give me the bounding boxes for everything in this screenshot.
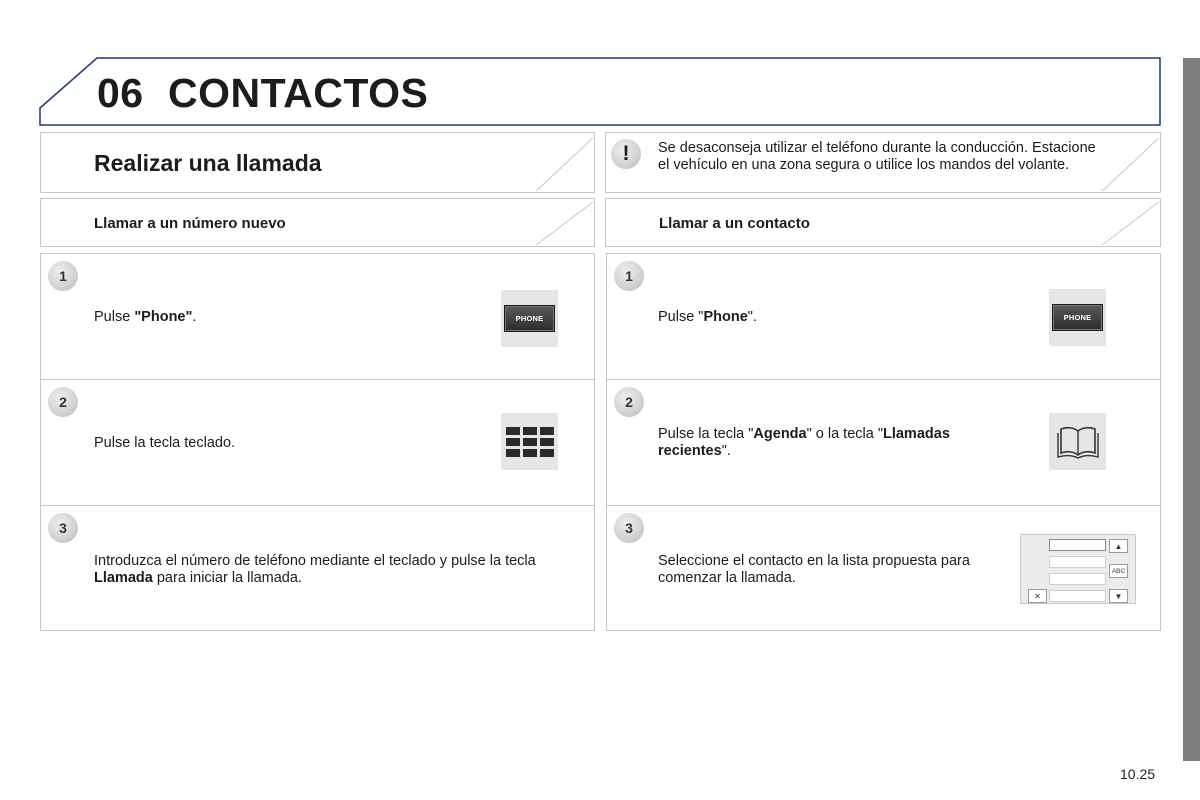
warning-box (605, 132, 1161, 193)
list-entry (1049, 556, 1106, 568)
step-number-badge: 2 (48, 387, 78, 417)
step-box-left-2 (40, 379, 595, 506)
phone-button-icon: PHONE (501, 290, 558, 347)
subheading-contact: Llamar a un contacto (659, 215, 810, 232)
step-instruction: Seleccione el contacto en la lista propuesta para comenzar la llamada. (658, 553, 970, 586)
book-icon (1049, 413, 1106, 470)
section-title-box (40, 132, 595, 193)
keypad-icon (501, 413, 558, 470)
scroll-down-icon: ▼ (1109, 589, 1128, 603)
step-number-badge: 3 (48, 513, 78, 543)
step-number-badge: 2 (614, 387, 644, 417)
step-box-left-3 (40, 505, 595, 631)
subheading-box-new-number (40, 198, 595, 247)
subheading-new-number: Llamar a un número nuevo (94, 215, 286, 232)
chapter-number: 06 (97, 70, 144, 116)
step-box-right-1 (606, 253, 1161, 380)
step-box-right-2 (606, 379, 1161, 506)
contact-list-icon (1020, 534, 1136, 604)
list-entry (1049, 590, 1106, 602)
step-box-right-3 (606, 505, 1161, 631)
abc-icon: ABC (1109, 564, 1128, 578)
step-box-left-1 (40, 253, 595, 380)
exclamation-icon: ! (611, 139, 641, 169)
step-number-badge: 3 (614, 513, 644, 543)
list-entry (1049, 573, 1106, 585)
step-instruction: Pulse "Phone". (94, 309, 197, 325)
phone-button-icon: PHONE (1049, 289, 1106, 346)
step-instruction: Pulse "Phone". (658, 309, 757, 325)
step-instruction: Pulse la tecla teclado. (94, 435, 236, 451)
warning-text: Se desaconseja utilizar el teléfono durante la conducción. Estacione el vehículo en una zona segura o utilice los mandos del volante. (658, 140, 1096, 173)
subheading-box-contact (605, 198, 1161, 247)
scroll-up-icon: ▲ (1109, 539, 1128, 553)
list-entry (1049, 539, 1106, 551)
step-instruction: Introduzca el número de teléfono mediante el teclado y pulse la tecla Llamada para iniciar la llamada. (94, 553, 536, 586)
page-title: CONTACTOS (168, 70, 429, 116)
step-instruction: Pulse la tecla "Agenda" o la tecla "Llamadas recientes". (658, 426, 950, 459)
page-number: 10.25 (1120, 766, 1156, 782)
side-tab-bar (1183, 58, 1200, 761)
step-number-badge: 1 (48, 261, 78, 291)
close-icon: ✕ (1028, 589, 1047, 603)
step-number-badge: 1 (614, 261, 644, 291)
section-title: Realizar una llamada (94, 150, 322, 176)
